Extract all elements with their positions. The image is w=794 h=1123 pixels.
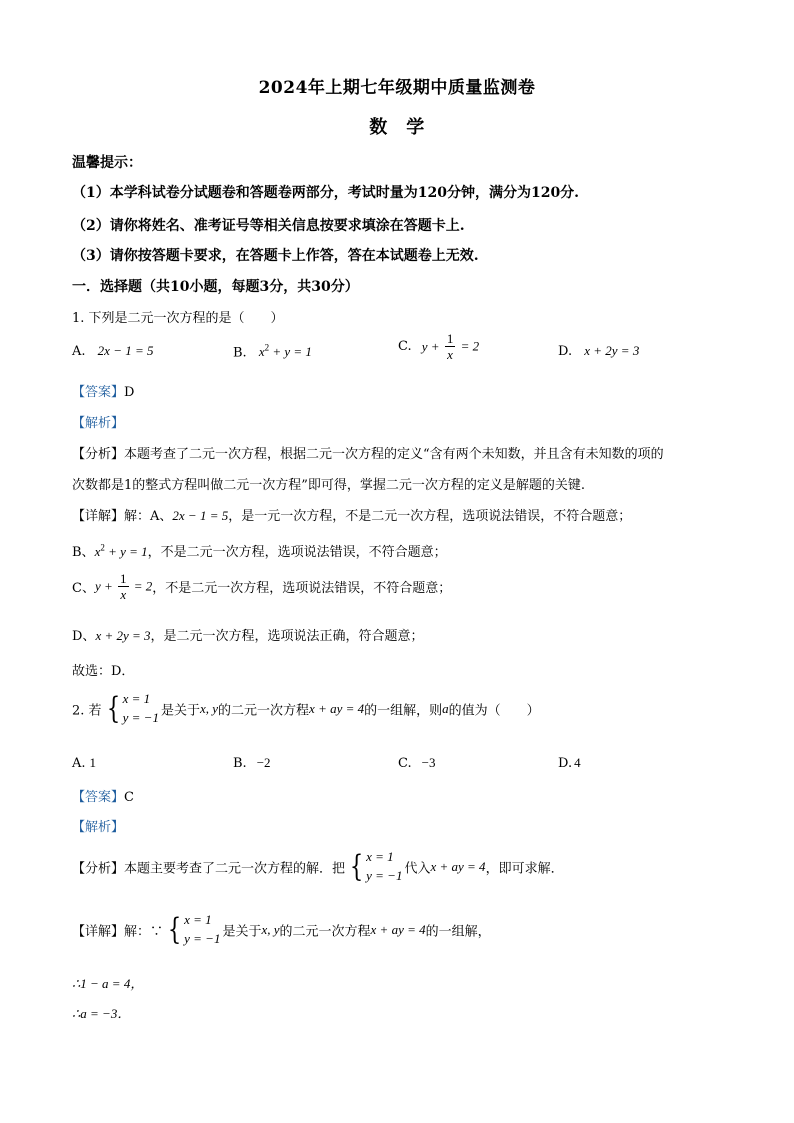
detail-text: ，是一元一次方程，不是二元一次方程，选项说法错误，不符合题意；: [228, 509, 632, 524]
stem-prefix: 2. 若: [72, 703, 102, 719]
system-row-2: y = −1: [184, 930, 221, 946]
option-label: B.: [233, 756, 247, 771]
detail-expr: x + 2y = 3: [95, 628, 151, 643]
detail-text: ，不是二元一次方程，选项说法错误，不符合题意；: [147, 545, 447, 560]
option-expr: x + 2y = 3: [584, 343, 640, 358]
answer-value: C: [124, 790, 134, 805]
detail-text-2: 的二元一次方程: [279, 924, 371, 940]
stem-text-1: 是关于: [160, 703, 200, 719]
page-title: 2024年上期七年级期中质量监测卷: [258, 78, 536, 98]
answer-tag: 【答案】: [72, 385, 125, 400]
system-row-2: y = −1: [366, 867, 403, 883]
q1-detail-b: [72, 541, 447, 560]
q2-detail: [72, 911, 491, 949]
stem-equation: x + ay = 4: [309, 700, 365, 716]
detail-prefix: 解：A、: [124, 509, 173, 524]
fenxi-tag: 【分析】: [72, 447, 125, 462]
tip-item-3: （3）请你按答题卡要求，在答题卡上作答，答在本试题卷上无效.: [72, 248, 479, 264]
q2-option-c: [398, 755, 435, 771]
tips-heading: 温馨提示：: [72, 155, 142, 171]
stem-var-a: a: [442, 700, 449, 716]
stem-text-3: 的一组解，则: [364, 703, 443, 719]
option-expr: 2x − 1 = 5: [97, 343, 154, 358]
option-value: 1: [89, 755, 97, 770]
option-expr-a: y +: [421, 338, 443, 354]
fenxi-mid: 代入: [404, 861, 431, 877]
q1-detail-c: [72, 572, 451, 601]
option-label: B.: [233, 345, 247, 361]
xiangjie-tag: 【详解】: [72, 509, 125, 524]
detail-prefix: D、: [72, 629, 96, 644]
detail-expr-b: = 2: [130, 578, 153, 594]
option-value: −3: [421, 755, 436, 770]
detail-text-3: 的一组解，: [425, 924, 491, 940]
q1-detail-d: [72, 625, 424, 644]
q1-analysis-tag: 【解析】: [72, 416, 125, 431]
detail-prefix: 解：∵: [124, 924, 164, 940]
q2-step-2: ∴a = −3．: [72, 1006, 131, 1021]
fenxi-tag: 【分析】: [72, 861, 125, 877]
equation-system: [165, 911, 220, 949]
q1-fenxi-line1: [72, 443, 664, 462]
stem-vars: x, y: [199, 700, 219, 716]
detail-text-1: 是关于: [222, 924, 262, 940]
tip-item-1: （1）本学科试卷分试题卷和答题卷两部分，考试时量为120分钟，满分为120分.: [72, 185, 580, 201]
option-label: A.: [72, 344, 86, 359]
fraction-numerator: 1: [120, 571, 127, 586]
brace-icon: {: [349, 848, 364, 884]
q1-option-b: [233, 343, 312, 360]
q1-fenxi-line2: 次数都是1的整式方程叫做二元一次方程”即可得，掌握二元一次方程的定义是解题的关键.: [72, 478, 586, 493]
stem-text-4: 的值为（ ）: [448, 703, 540, 719]
q2-step-1: ∴1 − a = 4，: [72, 976, 144, 991]
option-label: D.: [558, 344, 573, 359]
fenxi-text: 本题主要考查了二元一次方程的解．把: [124, 861, 346, 877]
detail-prefix: C、: [72, 581, 95, 596]
equation-system: [104, 690, 159, 728]
q1-detail-a: [72, 505, 631, 524]
xiangjie-tag: 【详解】: [72, 924, 125, 940]
fenxi-text: 本题考查了二元一次方程，根据二元一次方程的定义“含有两个未知数，并且含有未知数的项的: [124, 447, 664, 462]
detail-expr-base: x: [94, 544, 101, 559]
tip-item-2: （2）请你将姓名、准考证号等相关信息按要求填涂在答题卡上.: [72, 218, 465, 234]
option-label: D.: [558, 756, 573, 771]
detail-expr-sup: 2: [100, 542, 105, 553]
system-row-1: x = 1: [122, 691, 151, 706]
option-expr-sup: 2: [264, 343, 270, 353]
brace-icon: {: [167, 911, 182, 947]
fraction-denominator: x: [447, 347, 453, 362]
q2-option-d: [558, 755, 581, 771]
fraction-denominator: x: [120, 587, 127, 602]
fraction-numerator: 1: [446, 331, 454, 346]
subject-title: 数 学: [369, 117, 425, 138]
detail-prefix: B、: [72, 545, 95, 560]
detail-text: ，不是二元一次方程，选项说法错误，不符合题意；: [152, 581, 452, 596]
stem-text-2: 的二元一次方程: [218, 703, 310, 719]
question-2-stem: [72, 690, 540, 728]
option-value: −2: [256, 755, 271, 770]
q2-fenxi: [72, 848, 564, 886]
option-value: 4: [574, 755, 581, 770]
option-expr-rest: + y = 1: [269, 344, 312, 360]
brace-icon: {: [106, 690, 120, 726]
option-expr-b: = 2: [457, 338, 480, 354]
detail-vars: x, y: [261, 921, 280, 937]
system-row-2: y = −1: [122, 709, 159, 725]
q1-answer: [72, 381, 134, 400]
q2-option-a: [72, 755, 96, 771]
q1-option-c: [398, 332, 479, 361]
detail-expr: 2x − 1 = 5: [172, 508, 229, 523]
option-label: A.: [72, 756, 86, 771]
question-1-stem: 1. 下列是二元一次方程的是（ ）: [72, 311, 284, 326]
q1-option-d: [558, 343, 639, 359]
option-label: C.: [398, 339, 412, 354]
section-heading: 一．选择题（共10小题，每题3分，共30分）: [72, 279, 359, 295]
q2-option-b: [233, 755, 271, 771]
detail-equation: x + ay = 4: [370, 921, 426, 937]
system-row-1: x = 1: [366, 849, 394, 864]
answer-tag: 【答案】: [72, 790, 125, 805]
fenxi-post: ，即可求解．: [485, 861, 564, 877]
detail-text: ，是二元一次方程，选项说法正确，符合题意；: [150, 629, 424, 644]
detail-expr-rest: + y = 1: [104, 544, 148, 559]
fenxi-equation: x + ay = 4: [430, 858, 486, 874]
q1-option-a: [72, 343, 154, 359]
equation-system: [347, 848, 402, 886]
q1-conclusion: 故选：D．: [72, 664, 135, 679]
system-row-1: x = 1: [184, 912, 212, 927]
detail-expr-a: y +: [94, 578, 116, 594]
answer-value: D: [124, 385, 135, 400]
q2-analysis-tag: 【解析】: [72, 820, 125, 835]
option-expr-base: x: [258, 344, 265, 360]
option-label: C.: [398, 756, 412, 771]
q2-answer: [72, 786, 134, 805]
